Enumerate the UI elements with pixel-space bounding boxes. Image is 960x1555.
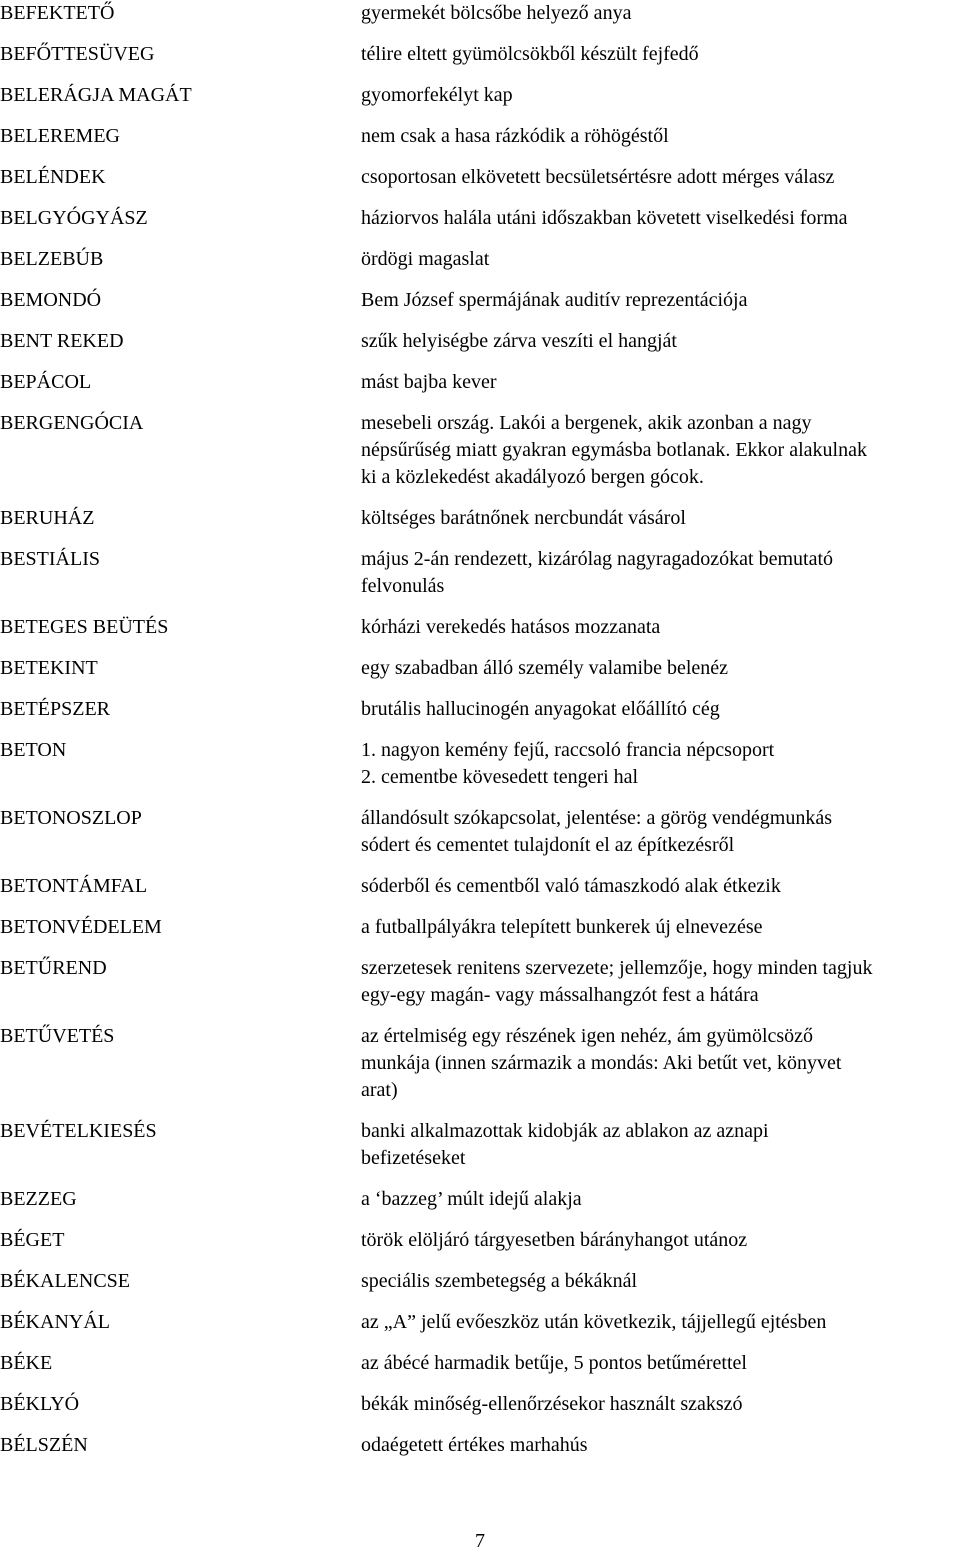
dictionary-entry — [0, 1391, 960, 1418]
entry-term: BETEKINT — [0, 657, 98, 679]
dictionary-entry — [0, 1186, 960, 1213]
entry-definition: odaégetett értékes marhahús — [361, 1434, 588, 1456]
entry-definition: békák minőség-ellenőrzésekor használt szakszó — [361, 1393, 743, 1415]
entry-term: BETŰVETÉS — [0, 1025, 115, 1047]
dictionary-entry — [0, 737, 960, 791]
dictionary-entry — [0, 696, 960, 723]
dictionary-entry — [0, 1023, 960, 1104]
dictionary-entry — [0, 546, 960, 600]
entry-term: BEZZEG — [0, 1188, 77, 1210]
entry-term: BERGENGÓCIA — [0, 412, 144, 434]
dictionary-entry — [0, 164, 960, 191]
dictionary-entry — [0, 123, 960, 150]
entry-term: BETONVÉDELEM — [0, 916, 162, 938]
entry-term: BETONTÁMFAL — [0, 875, 148, 897]
entry-term: BÉKALENCSE — [0, 1270, 130, 1292]
entry-definition: háziorvos halála utáni időszakban követett viselkedési forma — [361, 207, 848, 229]
entry-definition: az ábécé harmadik betűje, 5 pontos betűmérettel — [361, 1352, 747, 1374]
entry-definition: csoportosan elkövetett becsületsértésre adott mérges válasz — [361, 166, 835, 188]
entry-term: BELERÁGJA MAGÁT — [0, 84, 192, 106]
page-number: 7 — [475, 1530, 485, 1552]
entry-term: BEPÁCOL — [0, 371, 92, 393]
entry-definition: az „A” jelű evőeszköz után következik, tájjellegű ejtésben — [361, 1311, 827, 1333]
entry-definition: költséges barátnőnek nercbundát vásárol — [361, 507, 686, 529]
entry-definition: török elöljáró tárgyesetben bárányhangot utánoz — [361, 1229, 748, 1251]
entry-definition: nem csak a hasa rázkódik a röhögéstől — [361, 125, 669, 147]
entry-definition: 1. nagyon kemény fejű, raccsoló francia népcsoport 2. cementbe kövesedett tengeri hal — [361, 739, 775, 788]
dictionary-entry — [0, 205, 960, 232]
entry-term: BÉKLYÓ — [0, 1393, 80, 1415]
entry-term: BELZEBÚB — [0, 248, 104, 270]
entry-definition: ördögi magaslat — [361, 248, 490, 270]
entry-term: BENT REKED — [0, 330, 124, 352]
dictionary-entry — [0, 1118, 960, 1172]
entry-term: BÉKE — [0, 1352, 53, 1374]
dictionary-entry — [0, 614, 960, 641]
entry-term: BESTIÁLIS — [0, 548, 100, 570]
entry-term: BEFEKTETŐ — [0, 2, 115, 24]
dictionary-entry — [0, 41, 960, 68]
dictionary-entry — [0, 505, 960, 532]
entry-term: BETONOSZLOP — [0, 807, 142, 829]
entry-definition: gyomorfekélyt kap — [361, 84, 513, 106]
entry-definition: szűk helyiségbe zárva veszíti el hangját — [361, 330, 677, 352]
dictionary-entry — [0, 1350, 960, 1377]
dictionary-entry — [0, 369, 960, 396]
dictionary-entry — [0, 287, 960, 314]
entry-definition: gyermekét bölcsőbe helyező anya — [361, 2, 632, 24]
dictionary-entry — [0, 873, 960, 900]
entry-definition: mást bajba kever — [361, 371, 497, 393]
entry-definition: mesebeli ország. Lakói a bergenek, akik azonban a nagy népsűrűség miatt gyakran egymásba botlanak. Ekkor alakulnak ki a közlekedést akadályozó bergen gócok. — [361, 412, 867, 488]
entry-definition: május 2-án rendezett, kizárólag nagyragadozókat bemutató felvonulás — [361, 548, 834, 597]
entry-definition: az értelmiség egy részének igen nehéz, ám gyümölcsöző munkája (innen származik a mondás: Aki betűt vet, könyvet arat) — [361, 1025, 842, 1101]
entry-definition: télire eltett gyümölcsökből készült fejfedő — [361, 43, 699, 65]
entry-term: BEMONDÓ — [0, 289, 102, 311]
dictionary-entry — [0, 914, 960, 941]
dictionary-entry — [0, 1309, 960, 1336]
entry-definition: kórházi verekedés hatásos mozzanata — [361, 616, 661, 638]
dictionary-entry — [0, 805, 960, 859]
entry-term: BEFŐTTESÜVEG — [0, 43, 155, 65]
entry-term: BEVÉTELKIESÉS — [0, 1120, 157, 1142]
entry-term: BÉKANYÁL — [0, 1311, 110, 1333]
dictionary-entry — [0, 1227, 960, 1254]
entry-definition: sóderből és cementből való támaszkodó alak étkezik — [361, 875, 781, 897]
entry-definition: állandósult szókapcsolat, jelentése: a görög vendégmunkás sódert és cementet tulajdonít el az építkezésről — [361, 807, 832, 856]
entry-definition: egy szabadban álló személy valamibe belenéz — [361, 657, 729, 679]
entry-definition: speciális szembetegség a békáknál — [361, 1270, 637, 1292]
entry-term: BELGYÓGYÁSZ — [0, 207, 148, 229]
entry-definition: brutális hallucinogén anyagokat előállító cég — [361, 698, 720, 720]
dictionary-entry — [0, 410, 960, 491]
dictionary-entry — [0, 328, 960, 355]
entry-term: BETÉPSZER — [0, 698, 111, 720]
entry-definition: szerzetesek renitens szervezete; jellemzője, hogy minden tagjuk egy-egy magán- vagy mássalhangzót fest a hátára — [361, 957, 873, 1006]
dictionary-entry — [0, 246, 960, 273]
dictionary-entry — [0, 0, 960, 27]
entry-term: BERUHÁZ — [0, 507, 95, 529]
dictionary-entry — [0, 955, 960, 1009]
entry-definition: a futballpályákra telepített bunkerek új elnevezése — [361, 916, 763, 938]
entry-term: BELEREMEG — [0, 125, 120, 147]
entry-term: BETON — [0, 739, 67, 761]
entry-definition: banki alkalmazottak kidobják az ablakon az aznapi befizetéseket — [361, 1120, 769, 1169]
dictionary-entry — [0, 1432, 960, 1459]
dictionary-entry — [0, 82, 960, 109]
entry-term: BETEGES BEÜTÉS — [0, 616, 169, 638]
entry-definition: a ‘bazzeg’ múlt idejű alakja — [361, 1188, 582, 1210]
entry-term: BELÉNDEK — [0, 166, 106, 188]
entry-term: BETŰREND — [0, 957, 107, 979]
dictionary-entry — [0, 655, 960, 682]
dictionary-entry — [0, 1268, 960, 1295]
entry-term: BÉGET — [0, 1229, 65, 1251]
entry-definition: Bem József spermájának auditív reprezentációja — [361, 289, 748, 311]
entry-term: BÉLSZÉN — [0, 1434, 88, 1456]
